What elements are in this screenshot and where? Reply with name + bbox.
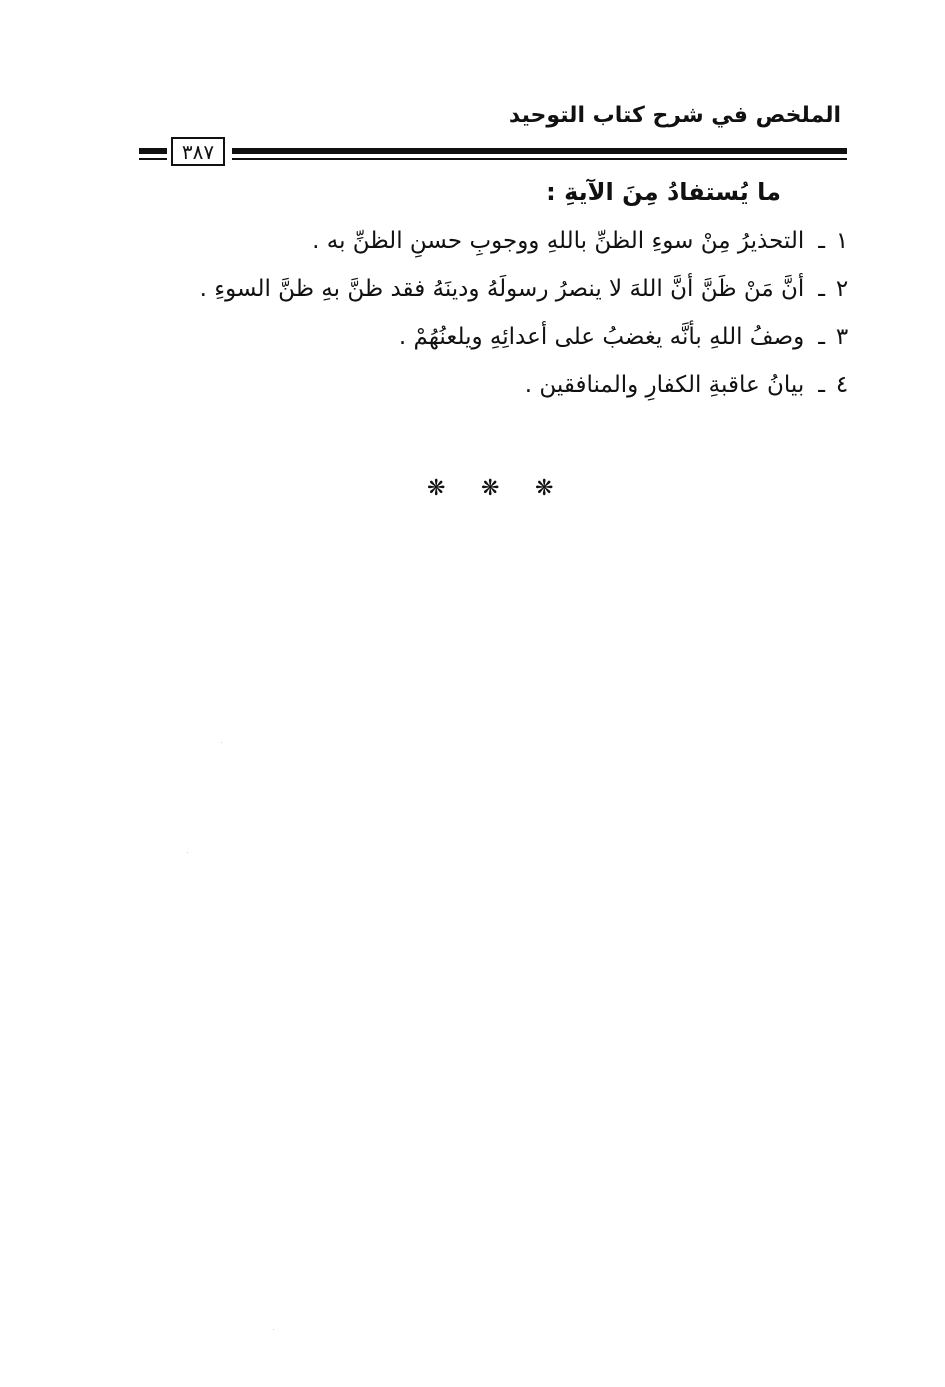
header-rule-thick (232, 148, 847, 154)
list-item (525, 372, 849, 398)
list-item-number: ٣ (835, 324, 849, 350)
header-rule-thin (232, 158, 847, 160)
list-item-number: ٤ (835, 372, 849, 398)
list-item-number: ١ (835, 228, 849, 254)
scan-speck (221, 742, 222, 743)
list-item (399, 324, 849, 350)
asterisk-ornament-icon: ❋ (535, 476, 554, 501)
list-item-number: ٢ (835, 276, 849, 302)
list-item-dash: ـ (818, 276, 825, 302)
scan-speck (187, 852, 188, 853)
list-item-text: بيانُ عاقبةِ الكفارِ والمنافقين . (524, 372, 805, 398)
list-item-text: أنَّ مَنْ ظَنَّ أنَّ اللهَ لا ينصرُ رسولَهُ ودينَهُ فقد ظنَّ بهِ ظنَّ السوءِ . (199, 276, 805, 302)
list-item-text: التحذيرُ مِنْ سوءِ الظنِّ باللهِ ووجوبِ حسنِ الظنِّ به . (312, 228, 805, 254)
list-item-dash: ـ (818, 324, 825, 350)
section-heading: ما يُستفادُ مِنَ الآيةِ : (546, 178, 781, 206)
header-rule-stub-thick (139, 148, 167, 154)
list-item (200, 276, 849, 302)
scan-speck (273, 1329, 274, 1330)
list-item (312, 228, 849, 254)
page-number: ٣٨٧ (171, 137, 225, 166)
running-header-title: الملخص في شرح كتاب التوحيد (508, 103, 841, 128)
asterisk-ornament-icon: ❋ (481, 476, 500, 501)
list-item-dash: ـ (818, 228, 825, 254)
asterisk-ornament-icon: ❋ (427, 476, 446, 501)
section-separator (0, 474, 945, 504)
header-rule-stub-thin (139, 158, 167, 160)
list-item-dash: ـ (818, 372, 825, 398)
list-item-text: وصفُ اللهِ بأنَّه يغضبُ على أعدائِهِ ويلعنُهُمْ . (398, 324, 805, 350)
